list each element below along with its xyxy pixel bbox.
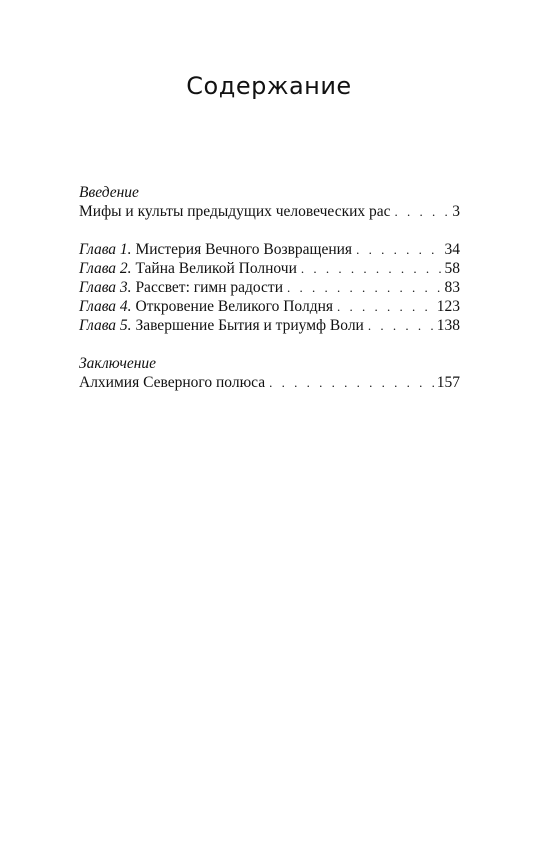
toc-entry-title: Откровение Великого Полдня xyxy=(135,298,334,315)
page-title: Содержание xyxy=(186,72,352,100)
toc-entry-title: Завершение Бытия и триумф Воли xyxy=(135,317,364,334)
chapter-prefix: Глава 3. xyxy=(79,279,132,296)
chapter-prefix: Глава 1. xyxy=(79,241,132,258)
chapter-prefix: Глава 2. xyxy=(79,260,132,277)
toc-entry-intro[interactable] xyxy=(79,202,460,221)
toc-entry-page: 123 xyxy=(436,298,460,315)
toc-entry-page: 3 xyxy=(452,203,460,220)
section-gap xyxy=(79,335,460,354)
dot-leader xyxy=(368,316,434,335)
toc-entry-chapter-4[interactable] xyxy=(79,297,460,316)
toc-entry-page: 34 xyxy=(444,241,460,258)
toc-entry-conclusion[interactable] xyxy=(79,373,460,392)
toc-entry-page: 157 xyxy=(436,374,460,391)
toc-entry-title: Алхимия Северного полюса xyxy=(79,374,266,391)
section-gap xyxy=(79,221,460,240)
dot-leader xyxy=(395,202,450,221)
toc-entry-page: 83 xyxy=(444,279,460,296)
chapter-prefix: Глава 4. xyxy=(79,298,132,315)
conclusion-label: Заключение xyxy=(79,355,157,372)
toc-entry-title: Рассвет: гимн радости xyxy=(135,279,283,296)
dot-leader xyxy=(269,373,434,392)
dot-leader xyxy=(301,259,442,278)
table-of-contents xyxy=(79,183,460,392)
toc-entry-chapter-3[interactable] xyxy=(79,278,460,297)
dot-leader xyxy=(337,297,434,316)
intro-label: Введение xyxy=(79,184,139,201)
toc-entry-chapter-5[interactable] xyxy=(79,316,460,335)
toc-entry-title: Мистерия Вечного Возвращения xyxy=(135,241,353,258)
toc-entry-title: Мифы и культы предыдущих человеческих рас xyxy=(79,203,391,220)
toc-entry-chapter-1[interactable] xyxy=(79,240,460,259)
toc-entry-title: Тайна Великой Полночи xyxy=(135,260,297,277)
dot-leader xyxy=(356,240,441,259)
toc-entry-page: 58 xyxy=(444,260,460,277)
toc-entry-chapter-2[interactable] xyxy=(79,259,460,278)
dot-leader xyxy=(287,278,442,297)
chapter-prefix: Глава 5. xyxy=(79,317,132,334)
toc-entry-page: 138 xyxy=(436,317,460,334)
